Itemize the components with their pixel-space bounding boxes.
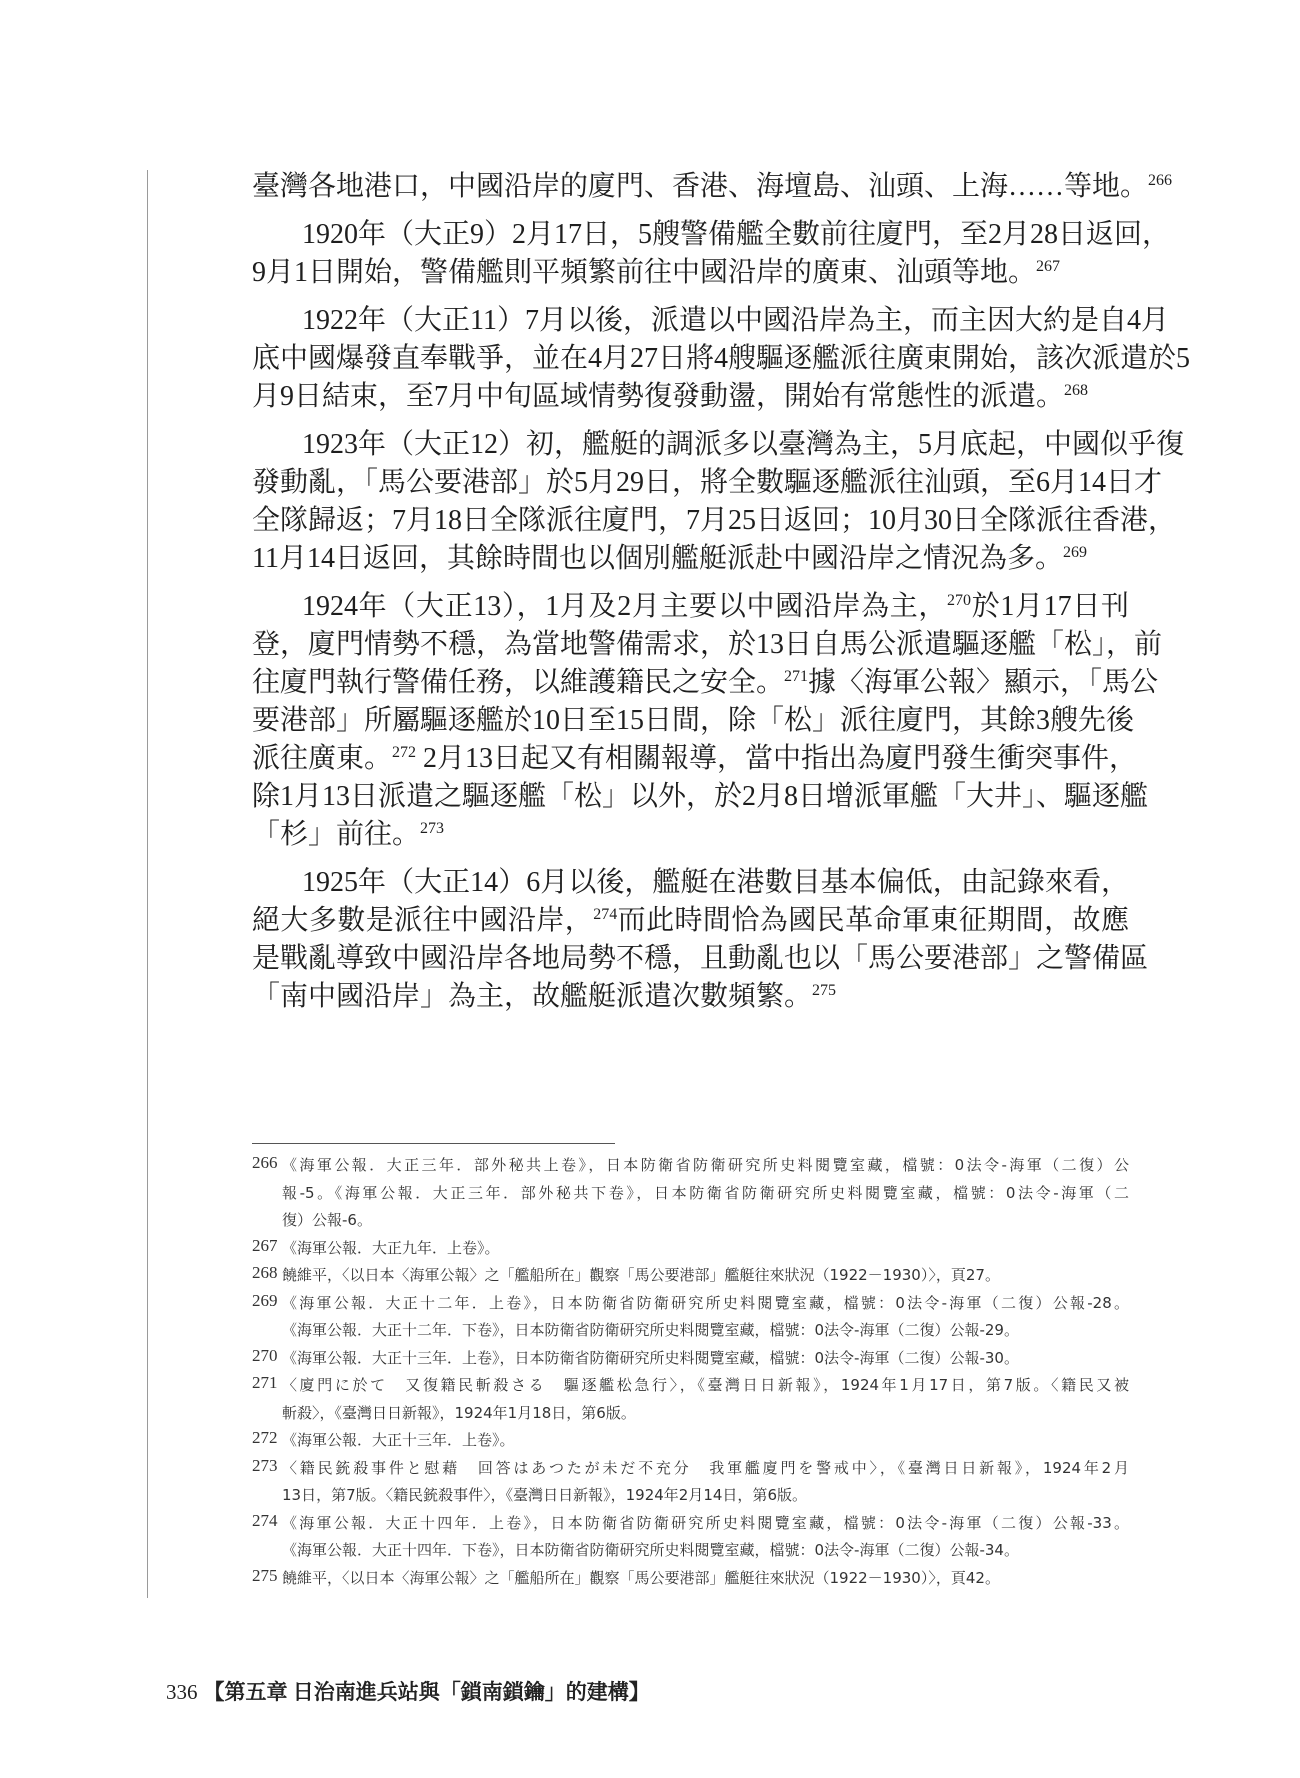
text-run: 1923年（大正12）初，艦艇的調派多以臺灣為主，5月底起，中國似乎復	[302, 429, 1185, 460]
text-line	[252, 168, 1173, 206]
footnote	[252, 1372, 1129, 1427]
footnote-line: 《海軍公報．大正九年．上卷》。	[282, 1238, 500, 1257]
text-line	[252, 340, 1191, 378]
text-run: 於1月17日刊	[971, 591, 1129, 622]
footnote-line: 《海軍公報．大正十四年．下卷》，日本防衛省防衛研究所史料閱覽室藏，檔號：0法令-海軍（二復）公報-34。	[282, 1541, 1019, 1559]
footnote-ref: 268	[1064, 382, 1089, 399]
footnote-line: 13日，第7版。〈籍民銃殺事件〉，《臺灣日日新報》，1924年2月14日，第6版。	[282, 1486, 807, 1504]
footnote-line: 報-5。《海軍公報．大正三年．部外秘共下卷》，日本防衛省防衛研究所史料閱覽室藏，檔號：0法令-海軍（二	[282, 1183, 1129, 1202]
text-run: 絕大多數是派往中國沿岸，	[252, 905, 594, 936]
footnote-number: 272	[252, 1428, 278, 1447]
footnote-ref: 266	[1148, 172, 1173, 189]
footnote-ref: 270	[947, 592, 972, 609]
footnote-line: 饒維平，〈以日本〈海軍公報〉之「艦船所在」觀察「馬公要港部」艦艇往來狀況（1922－1930）〉，頁42。	[282, 1568, 1000, 1587]
text-line	[252, 902, 1129, 940]
text-line	[252, 940, 1149, 978]
footnote	[252, 1565, 1129, 1593]
text-run: 而此時間恰為國民革命軍東征期間，故應	[617, 905, 1129, 936]
text-run: 1925年（大正14）6月以後，艦艇在港數目基本偏低，由記錄來看，	[302, 867, 1129, 898]
body-text	[252, 168, 1191, 1016]
chapter-title: 【第五章 日治南進兵站與「鎖南鎖鑰」的建構】	[203, 1680, 650, 1704]
text-line	[252, 864, 1129, 902]
footnote-line: 《海軍公報．大正十四年．上卷》，日本防衛省防衛研究所史料閱覽室藏，檔號：0法令-海軍（二復）公報-33。	[282, 1513, 1129, 1532]
footnote-line: 《海軍公報．大正十三年．上卷》，日本防衛省防衛研究所史料閱覽室藏，檔號：0法令-海軍（二復）公報-30。	[282, 1348, 1019, 1367]
footnote-line: 饒維平，〈以日本〈海軍公報〉之「艦船所在」觀察「馬公要港部」艦艇往來狀況（1922－1930）〉，頁27。	[282, 1266, 1000, 1284]
page-number: 336	[166, 1680, 198, 1704]
footnote	[252, 1290, 1129, 1345]
footnote-line: 《海軍公報．大正三年．部外秘共上卷》，日本防衛省防衛研究所史料閱覽室藏，檔號：0法令-海軍（二復）公	[282, 1156, 1129, 1174]
footnote	[252, 1235, 1129, 1263]
text-line	[252, 426, 1185, 464]
margin-rule	[147, 170, 148, 1598]
footnote-number: 270	[252, 1345, 278, 1365]
text-line	[252, 216, 1171, 254]
footnote-ref: 271	[784, 668, 809, 685]
text-run: 發動亂，「馬公要港部」於5月29日，將全數驅逐艦派往汕頭，至6月14日才	[252, 467, 1163, 498]
paragraph	[252, 864, 1149, 1016]
text-line	[252, 302, 1169, 340]
footnote-line: 《海軍公報．大正十二年．下卷》，日本防衛省防衛研究所史料閱覽室藏，檔號：0法令-海軍（二復）公報-29。	[282, 1321, 1019, 1339]
text-line	[252, 978, 1129, 1016]
text-run: 登，廈門情勢不穩，為當地警備需求，於13日自馬公派遣驅逐艦「松」，前	[252, 629, 1163, 660]
text-line	[252, 816, 1129, 854]
text-run: 往廈門執行警備任務，以維護籍民之安全。	[252, 667, 785, 698]
text-run: 9月1日開始，警備艦則平頻繁前往中國沿岸的廣東、汕頭等地。	[252, 257, 1037, 288]
text-line	[252, 778, 1149, 816]
footnote-number: 268	[252, 1263, 278, 1282]
footnote-ref: 274	[593, 906, 618, 923]
footnote-line: 〈籍民銃殺事件と慰藉 回答はあつたが未だ不充分 我軍艦廈門を警戒中〉，《臺灣日日新報》，1924年2月	[282, 1458, 1129, 1477]
text-line	[252, 664, 1159, 702]
footnote	[252, 1510, 1129, 1565]
text-run: 全隊歸返；7月18日全隊派往廈門，7月25日返回；10月30日全隊派往香港，	[252, 505, 1177, 536]
text-run: 11月14日返回，其餘時間也以個別艦艇派赴中國沿岸之情況為多。	[252, 543, 1063, 574]
footnote-separator	[252, 1143, 615, 1144]
text-line	[252, 378, 1129, 416]
text-run: 底中國爆發直奉戰爭，並在4月27日將4艘驅逐艦派往廣東開始，該次派遣於5	[252, 343, 1191, 374]
footnote-line: 復）公報-6。	[282, 1211, 372, 1229]
footnote	[252, 1262, 1129, 1290]
footnote-number: 274	[252, 1510, 278, 1530]
footnote-number: 273	[252, 1455, 278, 1475]
footnote-number: 271	[252, 1373, 278, 1392]
text-line	[252, 540, 1129, 578]
paragraph	[252, 302, 1191, 416]
text-run: 臺灣各地港口，中國沿岸的廈門、香港、海壇島、汕頭、上海……等地。	[252, 171, 1149, 202]
text-line	[252, 626, 1163, 664]
text-run: 要港部」所屬驅逐艦於10日至15日間，除「松」派往廈門，其餘3艘先後	[252, 705, 1135, 736]
text-run: 月9日結束，至7月中旬區域情勢復發動盪，開始有常態性的派遣。	[252, 381, 1065, 412]
text-run: 1924年（大正13），1月及2月主要以中國沿岸為主，	[302, 591, 948, 622]
page-footer	[166, 1676, 650, 1706]
text-run: 據〈海軍公報〉顯示，「馬公	[808, 667, 1159, 698]
text-run: 「杉」前往。	[252, 819, 421, 850]
text-line	[252, 502, 1177, 540]
footnote-line: 《海軍公報．大正十二年．上卷》，日本防衛省防衛研究所史料閱覽室藏，檔號：0法令-海軍（二復）公報-28。	[282, 1293, 1129, 1312]
footnotes	[252, 1152, 1129, 1592]
text-run: 派往廣東。	[252, 743, 393, 774]
paragraph	[252, 168, 1173, 206]
footnote-number: 266	[252, 1153, 278, 1172]
text-line	[252, 702, 1135, 740]
footnote-ref: 272	[392, 744, 417, 761]
text-line	[252, 740, 1138, 778]
text-line	[252, 464, 1163, 502]
paragraph	[252, 588, 1163, 854]
text-run: 2月13日起又有相關報導，當中指出為廈門發生衝突事件，	[416, 743, 1138, 774]
footnote-number: 275	[252, 1565, 278, 1585]
footnote-number: 267	[252, 1235, 278, 1255]
footnote	[252, 1455, 1129, 1510]
text-run: 「南中國沿岸」為主，故艦艇派遣次數頻繁。	[252, 981, 813, 1012]
paragraph	[252, 216, 1171, 292]
footnote-number: 269	[252, 1290, 278, 1310]
footnote-ref: 273	[420, 820, 445, 837]
text-line	[252, 254, 1129, 292]
footnote	[252, 1152, 1129, 1235]
footnote	[252, 1427, 1129, 1455]
paragraph	[252, 426, 1185, 578]
text-run: 除1月13日派遣之驅逐艦「松」以外，於2月8日增派軍艦「大井」、驅逐艦	[252, 781, 1149, 812]
footnote-line: 斬殺〉，《臺灣日日新報》，1924年1月18日，第6版。	[282, 1403, 636, 1422]
footnote-line: 〈廈門に於て 又復籍民斬殺さる 驅逐艦松急行〉，《臺灣日日新報》，1924年1月17日，第7版。〈籍民又被	[282, 1376, 1129, 1394]
footnote-line: 《海軍公報．大正十三年．上卷》。	[282, 1431, 515, 1449]
footnote-ref: 269	[1062, 544, 1087, 561]
text-line	[252, 588, 1129, 626]
footnote-ref: 275	[812, 982, 837, 999]
text-run: 是戰亂導致中國沿岸各地局勢不穩，且動亂也以「馬公要港部」之警備區	[252, 943, 1149, 974]
footnote	[252, 1345, 1129, 1373]
text-run: 1920年（大正9）2月17日，5艘警備艦全數前往廈門，至2月28日返回，	[302, 219, 1171, 250]
footnote-ref: 267	[1036, 258, 1061, 275]
text-run: 1922年（大正11）7月以後，派遣以中國沿岸為主，而主因大約是自4月	[302, 305, 1169, 336]
